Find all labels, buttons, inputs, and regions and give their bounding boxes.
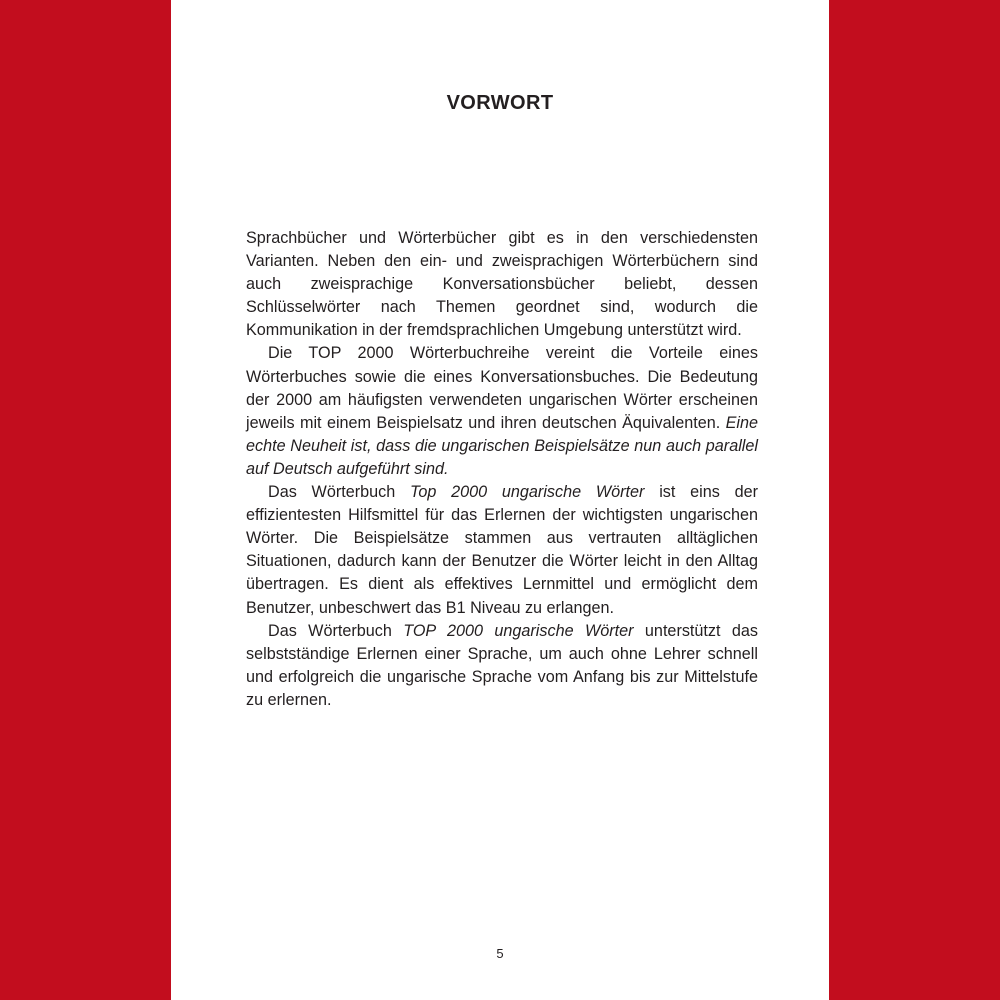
paragraph-1: Sprachbücher und Wörterbücher gibt es in den verschiedensten Varianten. Neben den ein- und zweisprachigen Wörterbüchern sind auch zweisprachige Konversationsbücher beliebt, dessen Schlüsselwörter nach Themen geordnet sind, wodurch die Kommunikation in der fremdsprachlichen Umgebung unterstützt wird. <box>246 229 758 340</box>
left-red-border <box>0 0 171 1000</box>
paragraph-3-book-title: Top 2000 ungarische Wörter <box>409 483 645 502</box>
paragraph-4-after: unterstützt das selbstständige Erlernen einer Sprache, um auch ohne Lehrer schnell und erfolgreich die ungarische Sprache vom Anfang bis zur Mittelstufe zu erlernen. <box>246 621 758 709</box>
right-red-border <box>829 0 1000 1000</box>
paragraph-2 <box>246 342 758 481</box>
page-title: VORWORT <box>446 92 554 114</box>
preface-body <box>246 227 758 712</box>
paragraph-3 <box>246 481 758 620</box>
paragraph-4 <box>246 620 758 712</box>
paragraph-4-book-title: TOP 2000 ungarische Wörter <box>403 621 634 640</box>
page-number: 5 <box>496 946 504 961</box>
paragraph-3-before: Das Wörterbuch <box>268 483 410 502</box>
paragraph-4-before: Das Wörterbuch <box>268 621 404 640</box>
book-page <box>171 0 829 1000</box>
paragraph-2-italic: Eine echte Neuheit ist, dass die ungarischen Beispielsätze nun auch parallel auf Deutsch aufgeführt sind. <box>246 413 758 478</box>
paragraph-3-after: ist eins der effizientesten Hilfsmittel für das Erlernen der wichtigsten ungarischen Wörter. Die Beispielsätze stammen aus vertrauten alltäglichen Situationen, dadurch kann der Benutzer die Wörter leicht in den Alltag übertragen. Es dient als effektives Lernmittel und ermöglicht dem Benutzer, unbeschwert das B1 Niveau zu erlangen. <box>246 483 758 617</box>
paragraph-2-text: Die TOP 2000 Wörterbuchreihe vereint die Vorteile eines Wörterbuches sowie die eines Konversationsbuches. Die Bedeutung der 2000 am häufigsten verwendeten ungarischen Wörter erscheinen jeweils mit einem Beispielsatz und ihren deutschen Äquivalenten. <box>246 344 758 432</box>
